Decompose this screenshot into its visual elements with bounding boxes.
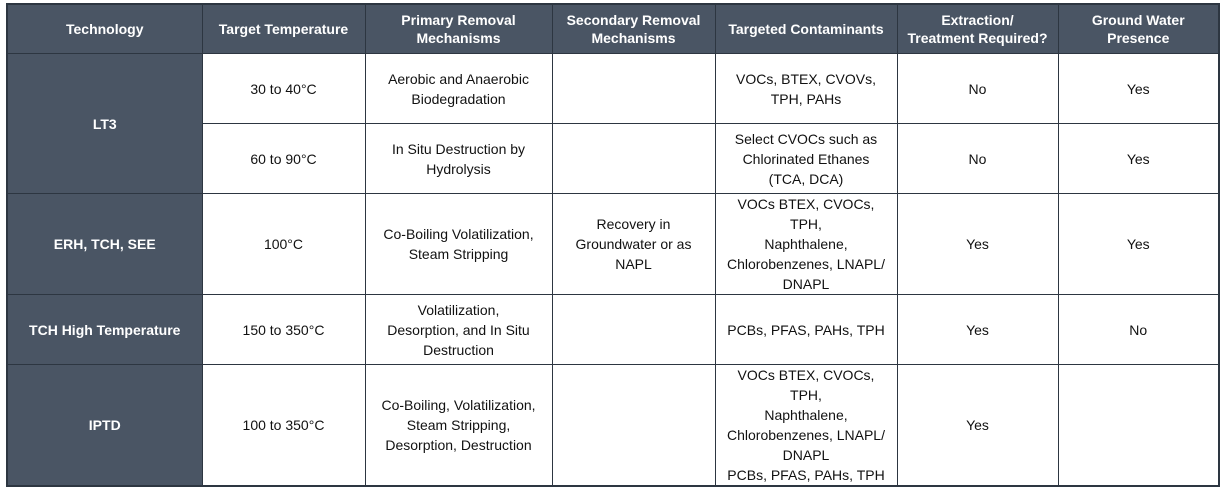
contaminants-cell: VOCs BTEX, CVOCs, TPH, Naphthalene, Chlorobenzenes, LNAPL/ DNAPL PCBs, PFAS, PAHs, TPH <box>715 365 897 487</box>
primary-mechanism-cell: Volatilization, Desorption, and In Situ Destruction <box>365 295 552 365</box>
header-extraction-required: Extraction/ Treatment Required? <box>897 4 1058 54</box>
header-target-temperature: Target Temperature <box>202 4 365 54</box>
temperature-cell: 60 to 90°C <box>202 124 365 194</box>
secondary-mechanism-cell <box>552 295 715 365</box>
secondary-mechanism-cell <box>552 124 715 194</box>
thermal-remediation-table <box>6 3 1220 487</box>
header-technology: Technology <box>7 4 202 54</box>
secondary-mechanism-cell <box>552 365 715 487</box>
secondary-mechanism-cell <box>552 54 715 124</box>
contaminants-cell: VOCs BTEX, CVOCs, TPH, Naphthalene, Chlorobenzenes, LNAPL/ DNAPL <box>715 194 897 295</box>
thermal-remediation-table-container <box>6 3 1218 487</box>
table-row <box>7 365 1219 487</box>
table-row <box>7 295 1219 365</box>
secondary-mechanism-cell: Recovery in Groundwater or as NAPL <box>552 194 715 295</box>
groundwater-cell: Yes <box>1058 194 1219 295</box>
primary-mechanism-cell: Co-Boiling, Volatilization, Steam Stripping, Desorption, Destruction <box>365 365 552 487</box>
primary-mechanism-cell: Co-Boiling Volatilization, Steam Stripping <box>365 194 552 295</box>
technology-cell: IPTD <box>7 365 202 487</box>
header-row <box>7 4 1219 54</box>
technology-cell: ERH, TCH, SEE <box>7 194 202 295</box>
groundwater-cell: No <box>1058 295 1219 365</box>
extraction-cell: Yes <box>897 365 1058 487</box>
technology-cell: LT3 <box>7 54 202 194</box>
extraction-cell: No <box>897 124 1058 194</box>
header-secondary-removal: Secondary Removal Mechanisms <box>552 4 715 54</box>
temperature-cell: 30 to 40°C <box>202 54 365 124</box>
contaminants-cell: Select CVOCs such as Chlorinated Ethanes (TCA, DCA) <box>715 124 897 194</box>
header-groundwater-presence: Ground Water Presence <box>1058 4 1219 54</box>
table-row <box>7 194 1219 295</box>
primary-mechanism-cell: Aerobic and Anaerobic Biodegradation <box>365 54 552 124</box>
extraction-cell: Yes <box>897 194 1058 295</box>
header-primary-removal: Primary Removal Mechanisms <box>365 4 552 54</box>
table-row <box>7 54 1219 124</box>
header-targeted-contaminants: Targeted Contaminants <box>715 4 897 54</box>
contaminants-cell: VOCs, BTEX, CVOVs, TPH, PAHs <box>715 54 897 124</box>
groundwater-cell: Yes <box>1058 54 1219 124</box>
contaminants-cell: PCBs, PFAS, PAHs, TPH <box>715 295 897 365</box>
temperature-cell: 100°C <box>202 194 365 295</box>
extraction-cell: No <box>897 54 1058 124</box>
groundwater-cell <box>1058 365 1219 487</box>
temperature-cell: 150 to 350°C <box>202 295 365 365</box>
temperature-cell: 100 to 350°C <box>202 365 365 487</box>
primary-mechanism-cell: In Situ Destruction by Hydrolysis <box>365 124 552 194</box>
groundwater-cell: Yes <box>1058 124 1219 194</box>
technology-cell: TCH High Temperature <box>7 295 202 365</box>
extraction-cell: Yes <box>897 295 1058 365</box>
